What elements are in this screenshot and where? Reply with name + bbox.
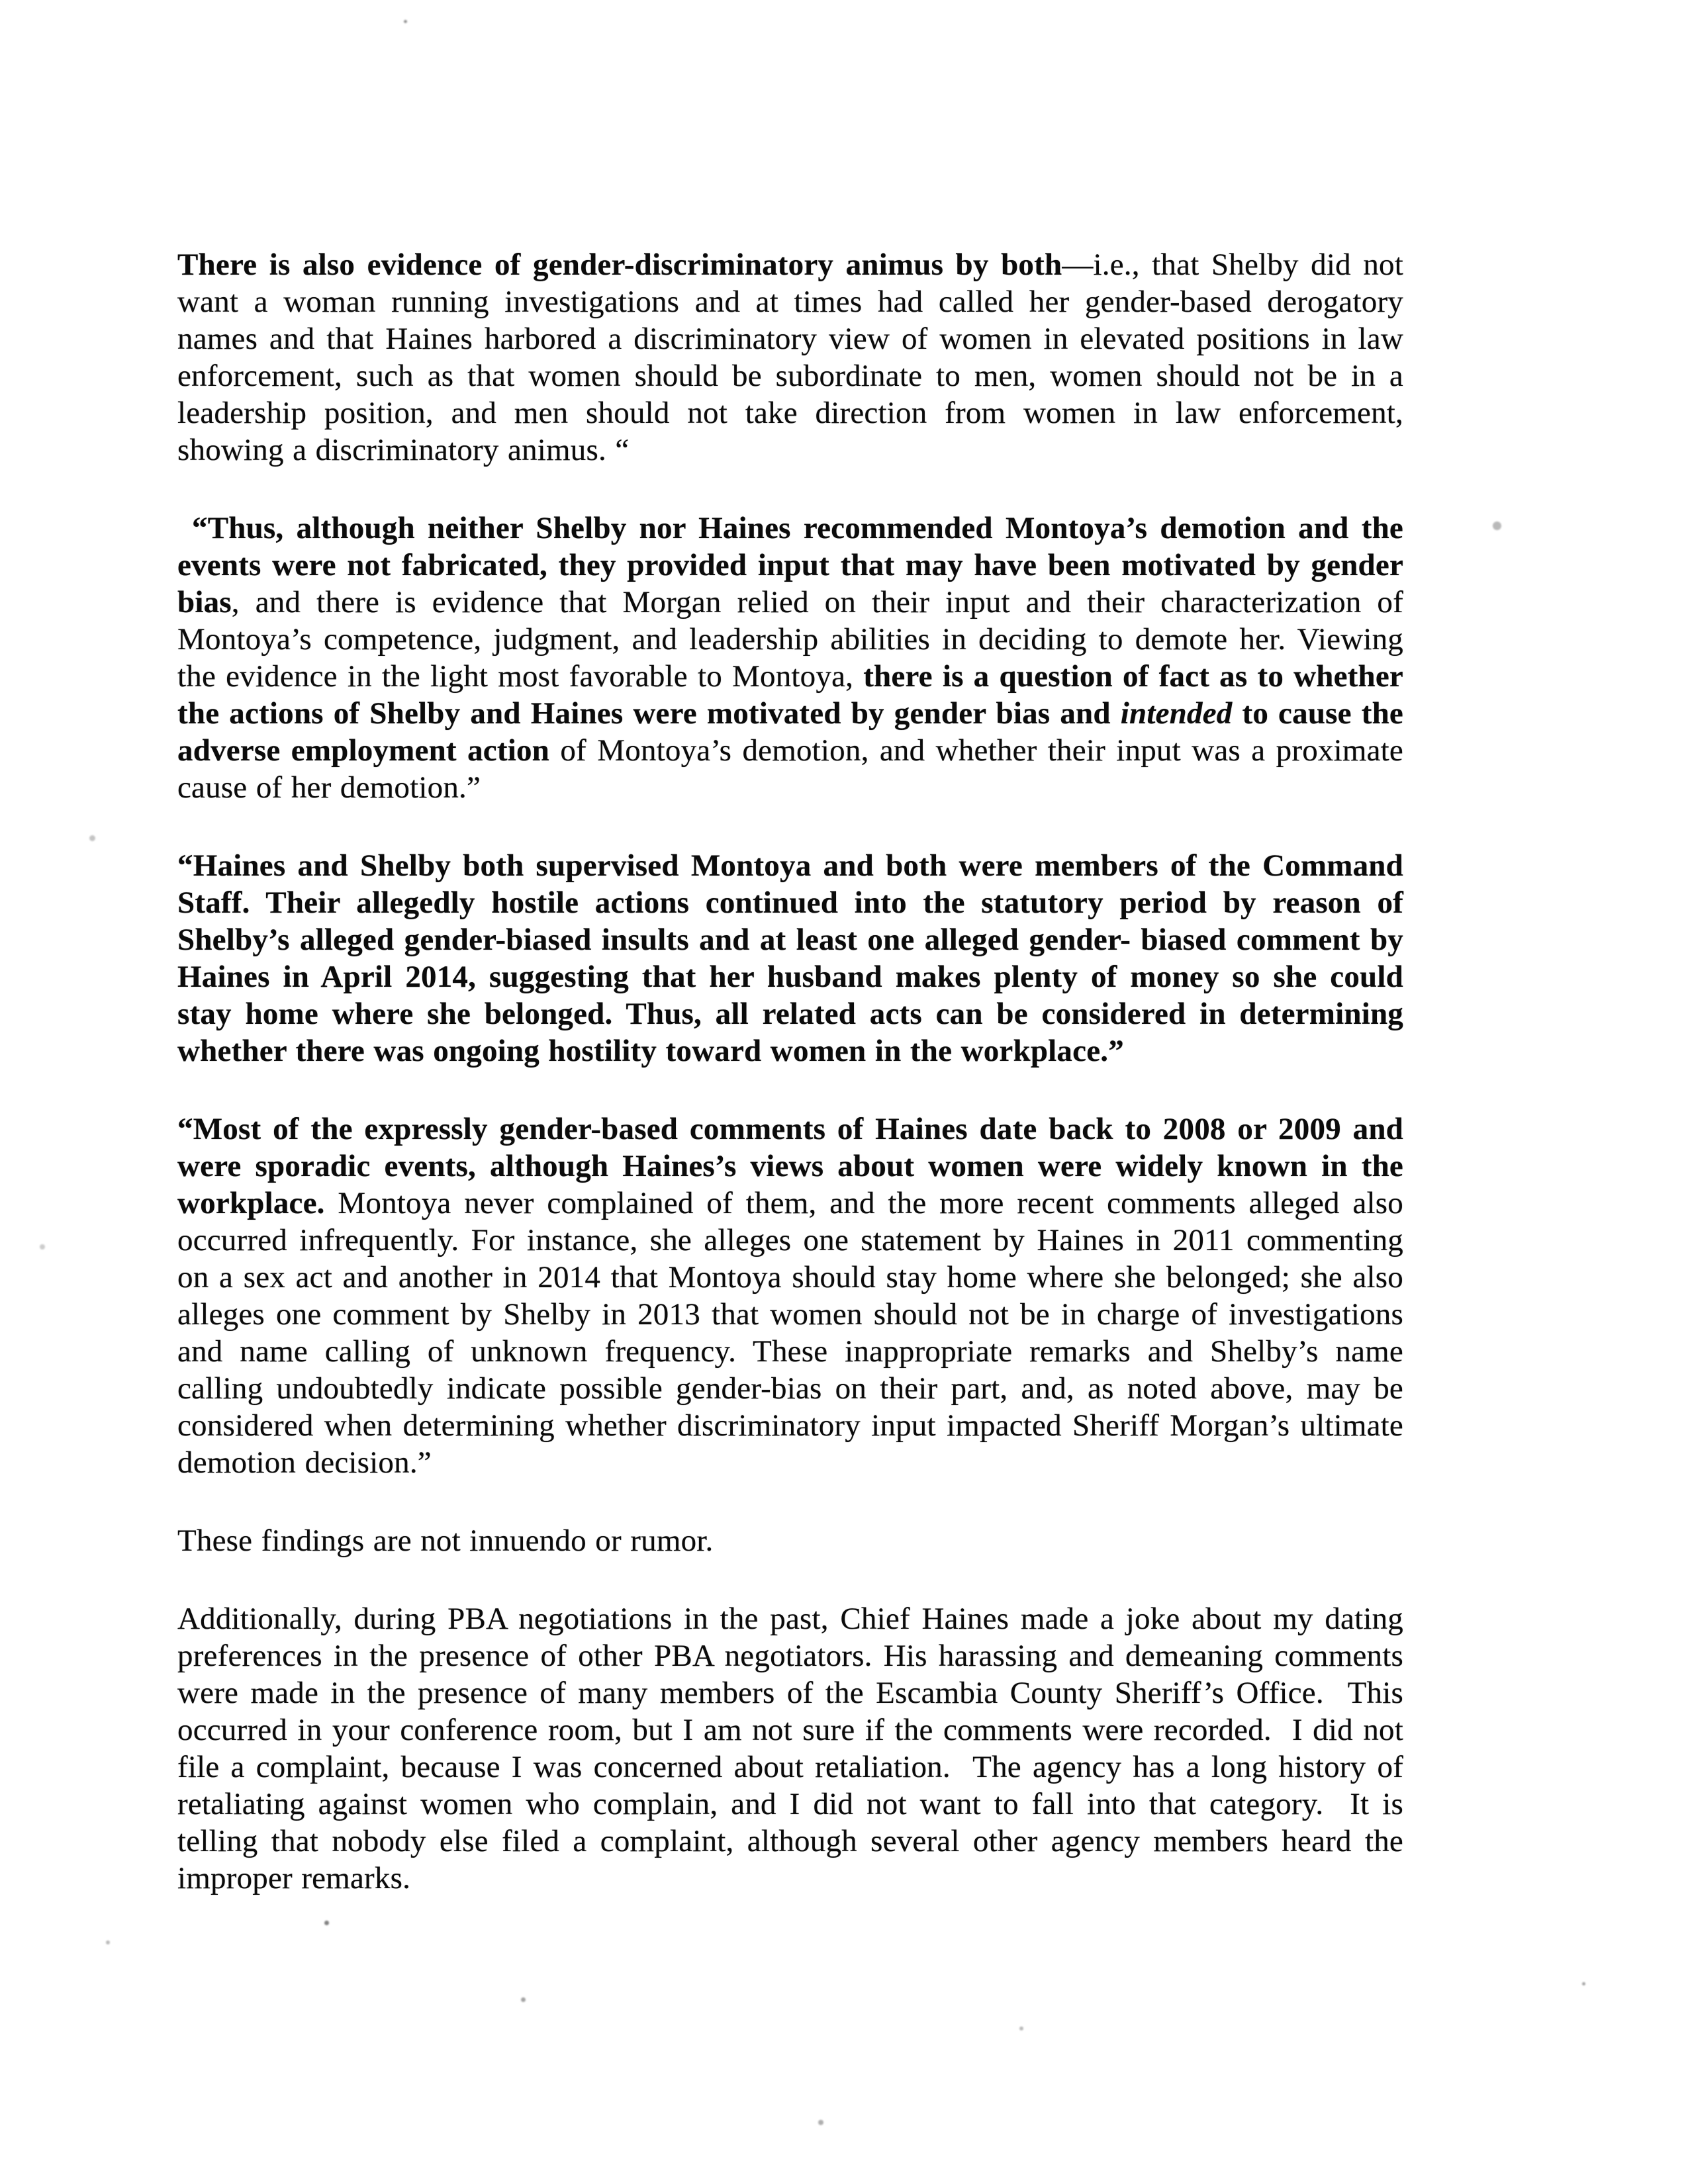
paragraph-additionally-pba — [177, 1600, 1403, 1897]
paragraph-thus-although — [177, 510, 1403, 806]
scan-speck — [106, 1940, 110, 1944]
text-run: of Montoya’s demotion, and whether their input was a proximate cause of her demotion.” — [177, 733, 1403, 805]
text-run: Additionally, during PBA negotiations in the past, Chief Haines made a joke about my dating preferences in the presence of other PBA negotiators. His harassing and demeaning comments were made in the presence of many members of the Escambia County Sheriff’s Office. This occurred in your conference room, but I am not sure if the comments were recorded. I did not file a complaint, because I was concerned about retaliation. The agency has a long history of retaliating against women who complain, and I did not want to fall into that category. It is telling that nobody else filed a complaint, although several other agency members heard the improper remarks. — [177, 1602, 1403, 1895]
scan-speck — [818, 2120, 823, 2125]
text-run: There is also evidence of gender-discriminatory animus by both — [177, 248, 1062, 282]
text-run: there is a question of fact as to whether the actions of Shelby and Haines were motivated by gender bias and — [177, 659, 1403, 731]
paragraph-gender-discriminatory-animus — [177, 246, 1403, 469]
scan-speck — [404, 20, 407, 23]
text-run: —i.e., that Shelby did not want a woman running investigations and at times had called her gender-based derogatory names and that Haines harbored a discriminatory view of women in elevated positions in law enforcement, such as that women should be subordinate to men, women should not be in a leadership position, and men should not take direction from women in law enforcement, showing a discriminatory animus. “ — [177, 248, 1403, 467]
paragraph-haines-shelby-supervised — [177, 847, 1403, 1069]
scan-speck — [40, 1244, 45, 1250]
text-run: “Thus, although neither Shelby nor Haines recommended Montoya’s demotion and the events were not fabricated, they provided input that may have been motivated by gender bias — [177, 511, 1403, 619]
scan-speck — [89, 835, 95, 841]
text-run: intended — [1120, 696, 1233, 731]
scan-speck — [521, 1997, 526, 2002]
scan-speck — [1493, 522, 1501, 530]
text-run: Montoya never complained of them, and the more recent comments alleged also occurred infrequently. For instance, she alleges one statement by Haines in 2011 commenting on a sex act and another in 2014 that Montoya should stay home where she belonged; she also alleges one comment by Shelby in 2013 that women should not be in charge of investigations and name calling of unknown frequency. These inappropriate remarks and Shelby’s name calling undoubtedly indicate possible gender-bias on their part, and, as noted above, may be considered when determining whether discriminatory input impacted Sheriff Morgan’s ultimate demotion decision.” — [177, 1186, 1403, 1480]
scan-speck — [1582, 1982, 1585, 1985]
text-run: to cause the adverse employment action — [177, 696, 1403, 768]
paragraph-most-expressly-gender-based — [177, 1111, 1403, 1481]
text-run: “Haines and Shelby both supervised Montoya and both were members of the Command Staff. Their allegedly hostile actions continued into the statutory period by reason of Shelby’s alleged gender-biased insults and at least one alleged gender- biased comment by Haines in April 2014, suggesting that her husband makes plenty of money so she could stay home where she belonged. Thus, all related acts can be considered in determining whether there was ongoing hostility toward women in the workplace.” — [177, 848, 1403, 1068]
text-run: “Most of the expressly gender-based comments of Haines date back to 2008 or 2009 and were sporadic events, although Haines’s views about women were widely known in the workplace. — [177, 1112, 1403, 1220]
text-run: These findings are not innuendo or rumor. — [177, 1524, 714, 1558]
scan-speck — [1019, 2026, 1023, 2030]
text-run: , and there is evidence that Morgan relied on their input and their characterization of Montoya’s competence, judgment, and leadership abilities in deciding to demote her. Viewing the evidence in the light most favorable to Montoya, — [177, 585, 1403, 694]
paragraph-findings-not-innuendo — [177, 1522, 1403, 1559]
letter-body — [177, 246, 1403, 1938]
